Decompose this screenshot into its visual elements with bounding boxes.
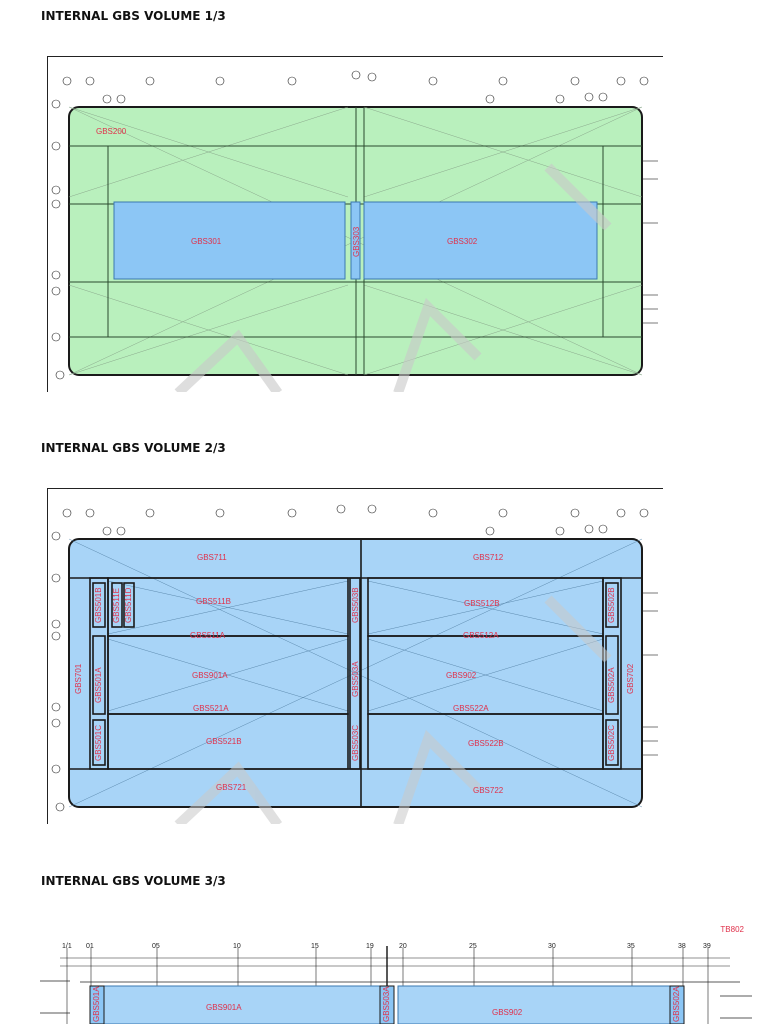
zone-gbs502c: GBS502C (607, 724, 616, 761)
zone-gbs721: GBS721 (216, 783, 247, 792)
zone-gbs902: GBS902 (446, 671, 477, 680)
zone-gbs701: GBS701 (74, 663, 83, 694)
grid-num-10: 35 (627, 943, 635, 950)
zone-gbs702: GBS702 (626, 663, 635, 694)
zone-gbs902-section: GBS902 (492, 1008, 523, 1017)
zone-gbs200: GBS200 (96, 127, 127, 136)
zone-gbs901a-section: GBS901A (206, 1003, 242, 1012)
grid-num-11: 38 (678, 943, 686, 950)
zone-gbs501b: GBS501B (94, 587, 103, 623)
section-title-1: INTERNAL GBS VOLUME 1/3 (41, 9, 226, 23)
section-title-2: INTERNAL GBS VOLUME 2/3 (41, 441, 226, 455)
zone-gbs501a-section: GBS501A (92, 986, 101, 1022)
plan3-drawing (40, 938, 752, 1024)
zone-gbs521a: GBS521A (193, 704, 229, 713)
zone-gbs522a: GBS522A (453, 704, 489, 713)
grid-num-3: 05 (152, 943, 160, 950)
grid-num-9: 30 (548, 943, 556, 950)
zone-gbs301: GBS301 (191, 237, 222, 246)
floor-plan-volume-2 (47, 488, 663, 824)
zone-gbs711: GBS711 (197, 553, 227, 562)
zone-gbs521b: GBS521B (206, 737, 242, 746)
section-volume-3 (40, 938, 752, 1024)
zone-gbs302: GBS302 (447, 237, 478, 246)
zone-gbs511a: GBS511A (190, 631, 225, 640)
zone-gbs502b: GBS502B (607, 587, 616, 623)
zone-gbs722: GBS722 (473, 786, 504, 795)
zone-gbs503b: GBS503B (351, 587, 360, 623)
zone-gbs511d: GBS511D (124, 587, 133, 623)
floor-plan-volume-1 (47, 56, 663, 392)
zone-gbs522b: GBS522B (468, 739, 504, 748)
zone-gbs503a-section: GBS503A (382, 986, 391, 1022)
zone-gbs503a: GBS503A (351, 661, 360, 697)
grid-num-8: 25 (469, 943, 477, 950)
plan1-drawing (48, 57, 663, 392)
grid-num-1: 1/1 (62, 943, 72, 950)
grid-num-7: 20 (399, 943, 407, 950)
zone-gbs512a: GBS512A (463, 631, 499, 640)
zone-gbs501a: GBS501A (94, 667, 103, 703)
grid-num-4: 10 (233, 943, 241, 950)
plan2-drawing (48, 489, 663, 824)
grid-num-6: 19 (366, 943, 374, 950)
zone-gbs502a-section: GBS502A (672, 986, 681, 1022)
tag-tb802: TB802 (720, 925, 744, 934)
zone-gbs901a: GBS901A (192, 671, 228, 680)
zone-gbs512b: GBS512B (464, 599, 500, 608)
zone-gbs511e: GBS511E (112, 588, 121, 623)
grid-num-2: 01 (86, 943, 94, 950)
zone-gbs303: GBS303 (352, 226, 361, 257)
grid-num-5: 15 (311, 943, 319, 950)
section-title-3: INTERNAL GBS VOLUME 3/3 (41, 874, 226, 888)
zone-gbs502a: GBS502A (607, 667, 616, 703)
zone-gbs501c: GBS501C (94, 724, 103, 761)
zone-gbs503c: GBS503C (351, 724, 360, 761)
zone-gbs511b: GBS511B (196, 597, 231, 606)
zone-gbs712: GBS712 (473, 553, 504, 562)
grid-num-12: 39 (703, 943, 711, 950)
